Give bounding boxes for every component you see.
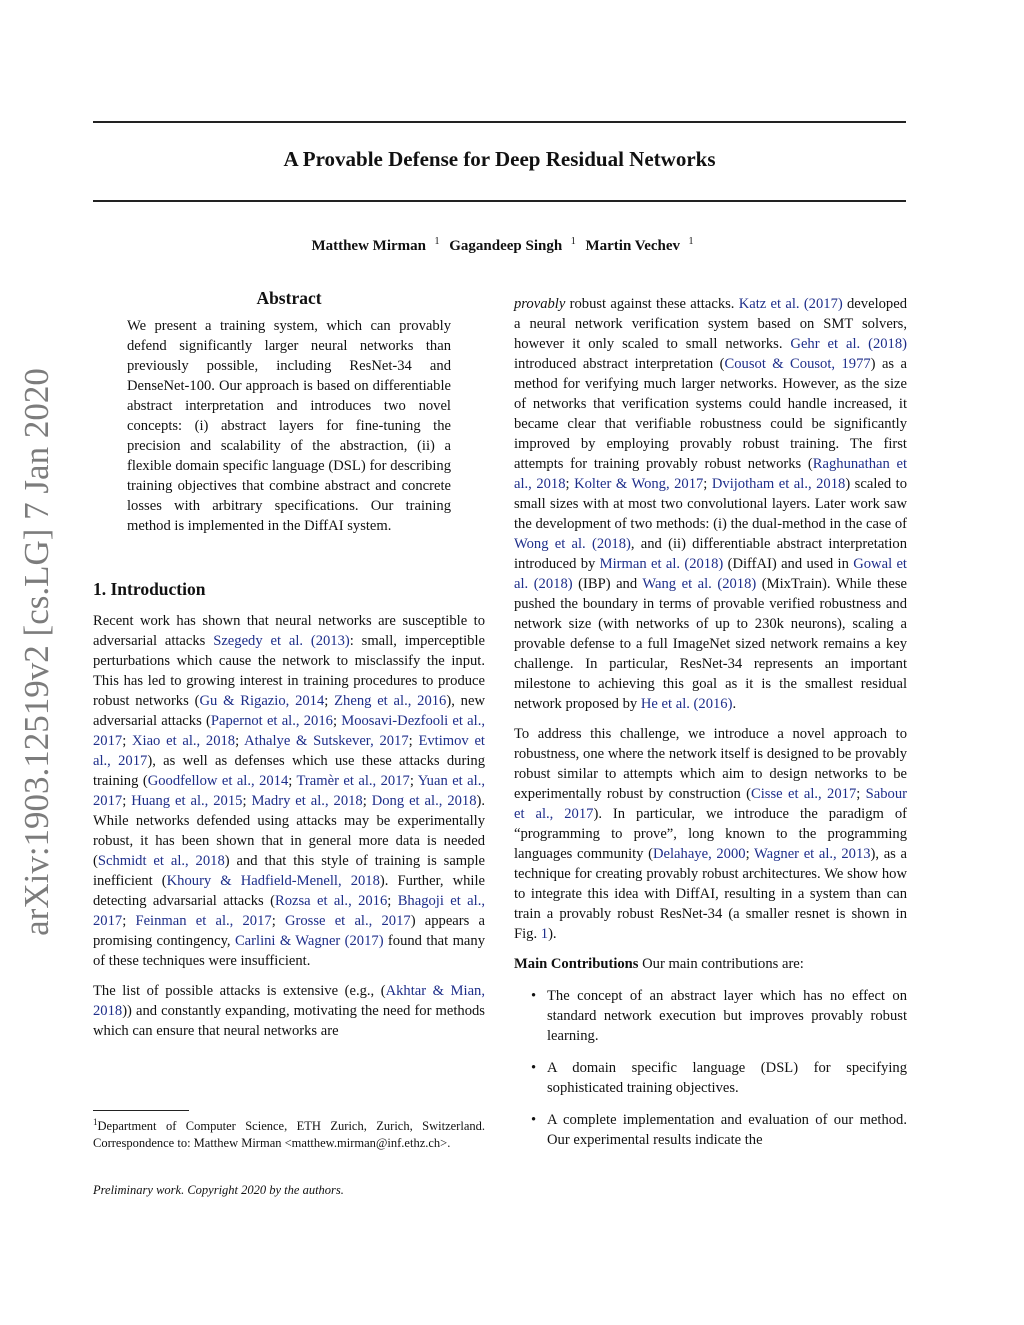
citation-link[interactable]: Dong et al., 2018 — [371, 793, 477, 809]
bullet-icon: • — [531, 1060, 537, 1076]
body-text: ; — [288, 773, 297, 789]
citation-link[interactable]: Dvijotham et al., 2018 — [711, 476, 846, 492]
body-text: ; — [122, 913, 136, 929]
contributions-lead: Main Contributions — [514, 956, 639, 972]
contribution-text: A complete implementation and evaluation of our method. Our experimental results indicate the — [547, 1112, 907, 1148]
body-text: ), as well as defenses which use these attacks during training ( — [93, 753, 485, 789]
citation-link[interactable]: Gehr et al. (2018) — [790, 336, 907, 352]
citation-link[interactable]: Madry et al., 2018 — [251, 793, 363, 809]
citation-link[interactable]: Yuan et al., 2017 — [93, 773, 485, 809]
body-text: ; — [271, 913, 285, 929]
citation-link[interactable]: Wang et al. (2018) — [642, 576, 757, 592]
contributions-list — [514, 986, 907, 1150]
citation-link[interactable]: Mirman et al. (2018) — [599, 556, 724, 572]
citation-link[interactable]: Raghunathan et al., 2018 — [514, 456, 907, 492]
citation-link[interactable]: 1 — [540, 926, 549, 942]
body-text: ; — [703, 476, 712, 492]
body-text: ). While networks defended using attacks may be experimentally robust, it has been shown that in general more data is needed ( — [93, 793, 486, 869]
citation-link[interactable]: He et al. (2016) — [640, 696, 733, 712]
body-text: . — [732, 696, 737, 712]
author-name: Gagandeep Singh — [449, 238, 563, 254]
body-text: )) and constantly expanding, motivating the need for methods which can ensure that neural networks are — [93, 1003, 485, 1039]
body-text: ) scaled to small sizes with at most two convolutional layers. Later work saw the development of two methods: (i) the dual-method in the case of — [514, 476, 908, 532]
contribution-item — [514, 1058, 907, 1098]
contribution-text: A domain specific language (DSL) for specifying sophisticated training objectives. — [547, 1060, 907, 1096]
body-text: ; — [856, 786, 866, 802]
body-text: ; — [565, 476, 575, 492]
intro-paragraph-2 — [93, 981, 485, 1041]
citation-link[interactable]: Evtimov et al., 2017 — [93, 733, 485, 769]
citation-link[interactable]: Athalye & Sutskever, 2017 — [244, 733, 409, 749]
body-text: ; — [122, 733, 132, 749]
author-name: Martin Vechev — [585, 238, 681, 254]
citation-link[interactable]: Wagner et al., 2013 — [754, 846, 871, 862]
body-text: found that many of these techniques were insufficient. — [93, 933, 485, 969]
body-text: (DiffAI) and used in — [723, 556, 854, 572]
bullet-icon: • — [531, 988, 537, 1004]
body-text: introduced abstract interpretation ( — [514, 356, 725, 372]
body-text: ; — [235, 733, 245, 749]
citation-link[interactable]: Huang et al., 2015 — [131, 793, 243, 809]
footnote-rule — [93, 1110, 189, 1111]
contribution-item — [514, 1110, 907, 1150]
citation-link[interactable]: Akhtar & Mian, 2018 — [93, 983, 485, 1019]
contribution-text: The concept of an abstract layer which has no effect on standard network execution but improves provably robust learning. — [547, 988, 907, 1044]
contributions-intro — [514, 954, 907, 974]
citation-link[interactable]: Sabour et al., 2017 — [514, 786, 908, 822]
citation-link[interactable]: Tramèr et al., 2017 — [296, 773, 410, 789]
citation-link[interactable]: Katz et al. (2017) — [738, 296, 843, 312]
arxiv-identifier-text: arXiv:1903.12519v2 [cs.LG] 7 Jan 2020 — [17, 368, 56, 936]
footnote-text: Department of Computer Science, ETH Zurich, Zurich, Switzerland. Correspondence to: Matthew Mirman <matthew.mirman@inf.ethz.ch>. — [93, 1119, 485, 1151]
body-text: ; — [332, 713, 342, 729]
abstract-text: We present a training system, which can provably defend significantly larger neural networks than previously possible, including ResNet-34 and DenseNet-100. Our approach is based on differentiable abstract interpretation and introduces two novel concepts: (i) abstract layers for fine-tuning the precision and scalability of the abstraction, (ii) a flexible domain specific language (DSL) for describing training objectives that combine abstract and concrete losses with arbitrary specifications. Our training method is implemented in the DiffAI system. — [127, 318, 451, 534]
abstract-heading: Abstract — [256, 288, 322, 308]
right-paragraph-2 — [514, 724, 907, 944]
citation-link[interactable]: Delahaye, 2000 — [652, 846, 746, 862]
citation-link[interactable]: Papernot et al., 2016 — [210, 713, 333, 729]
body-text: (MixTrain). While these pushed the boundary in terms of provable verified robustness and network size (with networks of up to 230k neurons), scaling a provable defense to a full ImageNet sized network remains a key challenge. In particular, ResNet-34 represents an important milestone to achieving this goal as it is the smallest residual network proposed by — [514, 576, 907, 712]
body-text: , and (ii) differentiable abstract interpretation introduced by — [514, 536, 907, 572]
author-list — [93, 236, 906, 255]
title-rule-top — [93, 121, 906, 123]
body-text: ; — [242, 793, 252, 809]
body-text: robust against these attacks. — [565, 296, 739, 312]
author-affiliation-mark: 1 — [432, 236, 440, 247]
citation-link[interactable]: Szegedy et al. (2013) — [213, 633, 350, 649]
citation-link[interactable]: Gu & Rigazio, 2014 — [199, 693, 325, 709]
contributions-lead-text: Our main contributions are: — [638, 956, 804, 972]
citation-link[interactable]: Xiao et al., 2018 — [131, 733, 236, 749]
citation-link[interactable]: Khoury & Hadfield-Menell, 2018 — [166, 873, 380, 889]
body-text: developed a neural network verification system based on SMT solvers, however it only scaled to small networks. — [514, 296, 907, 352]
body-text: ; — [409, 773, 418, 789]
citation-link[interactable]: Gowal et al. (2018) — [514, 556, 907, 592]
body-text: ). — [548, 926, 557, 942]
paper-title: A Provable Defense for Deep Residual Networks — [283, 147, 716, 171]
left-column — [93, 288, 485, 1051]
body-text: ) appears a promising contingency, — [93, 913, 486, 949]
body-text: ; — [387, 893, 398, 909]
body-text: ), new adversarial attacks ( — [93, 693, 485, 729]
body-text: (IBP) and — [572, 576, 643, 592]
body-text: ; — [745, 846, 755, 862]
section-heading-introduction: 1. Introduction — [93, 579, 206, 599]
body-text: To address this challenge, we introduce a novel approach to robustness, one where the network itself is designed to be provably robust similar to attempts which aim to design networks to be experimentally robust by construction ( — [514, 726, 907, 802]
author-affiliation-mark: 1 — [568, 236, 576, 247]
right-paragraph-1 — [514, 294, 907, 714]
body-text: ). In particular, we introduce the paradigm of “programming to prove”, long known to the programming languages community ( — [514, 806, 907, 862]
body-text: ) as a method for verifying much larger networks. However, as the size of networks that verification systems could handle increased, it became clear that verifiable robustness could be significantly improved by employing provably robust training. The first attempts for training provably robust networks ( — [514, 356, 907, 472]
copyright-notice: Preliminary work. Copyright 2020 by the authors. — [93, 1183, 344, 1197]
citation-link[interactable]: Zheng et al., 2016 — [334, 693, 447, 709]
author-name: Matthew Mirman — [311, 238, 426, 254]
citation-link[interactable]: Goodfellow et al., 2014 — [147, 773, 289, 789]
citation-link[interactable]: Grosse et al., 2017 — [284, 913, 411, 929]
body-text: ; — [408, 733, 419, 749]
contribution-item — [514, 986, 907, 1046]
citation-link[interactable]: Moosavi-Dezfooli et al., 2017 — [93, 713, 486, 749]
body-text: Recent work has shown that neural networks are susceptible to adversarial attacks — [93, 613, 485, 649]
footnote-mark: 1 — [93, 1117, 98, 1127]
body-text: ; — [324, 693, 335, 709]
citation-link[interactable]: Cousot & Cousot, 1977 — [724, 356, 871, 372]
body-text: ), as a technique for creating provably robust architectures. We show how to integrate this idea with DiffAI, resulting in a system than can train a provably robust ResNet-34 (a smaller resnet is shown in Fig. — [514, 846, 907, 942]
emphasis-text: provably — [514, 296, 566, 312]
citation-link[interactable]: Rozsa et al., 2016 — [274, 893, 388, 909]
citation-link[interactable]: Cisse et al., 2017 — [751, 786, 857, 802]
citation-link[interactable]: Kolter & Wong, 2017 — [574, 476, 704, 492]
body-text: The list of possible attacks is extensive (e.g., ( — [93, 983, 386, 999]
intro-paragraph-1 — [93, 611, 485, 971]
affiliation-footnote — [93, 1114, 485, 1152]
citation-link[interactable]: Schmidt et al., 2018 — [97, 853, 225, 869]
body-text: ) and that this style of training is sample inefficient ( — [93, 853, 485, 889]
body-text: : small, imperceptible perturbations which cause the network to misclassify the input. This has led to growing interest in training procedures to produce robust networks ( — [93, 633, 485, 709]
citation-link[interactable]: Bhagoji et al., 2017 — [93, 893, 485, 929]
bullet-icon: • — [531, 1112, 537, 1128]
body-text: ; — [122, 793, 132, 809]
right-column — [514, 294, 907, 1162]
body-text: ; — [362, 793, 372, 809]
citation-link[interactable]: Wong et al. (2018) — [514, 536, 631, 552]
citation-link[interactable]: Feinman et al., 2017 — [135, 913, 272, 929]
title-rule-bottom — [93, 200, 906, 202]
citation-link[interactable]: Carlini & Wagner (2017) — [234, 933, 384, 949]
author-affiliation-mark: 1 — [686, 236, 694, 247]
body-text: ). Further, while detecting advarsarial attacks ( — [93, 873, 485, 909]
